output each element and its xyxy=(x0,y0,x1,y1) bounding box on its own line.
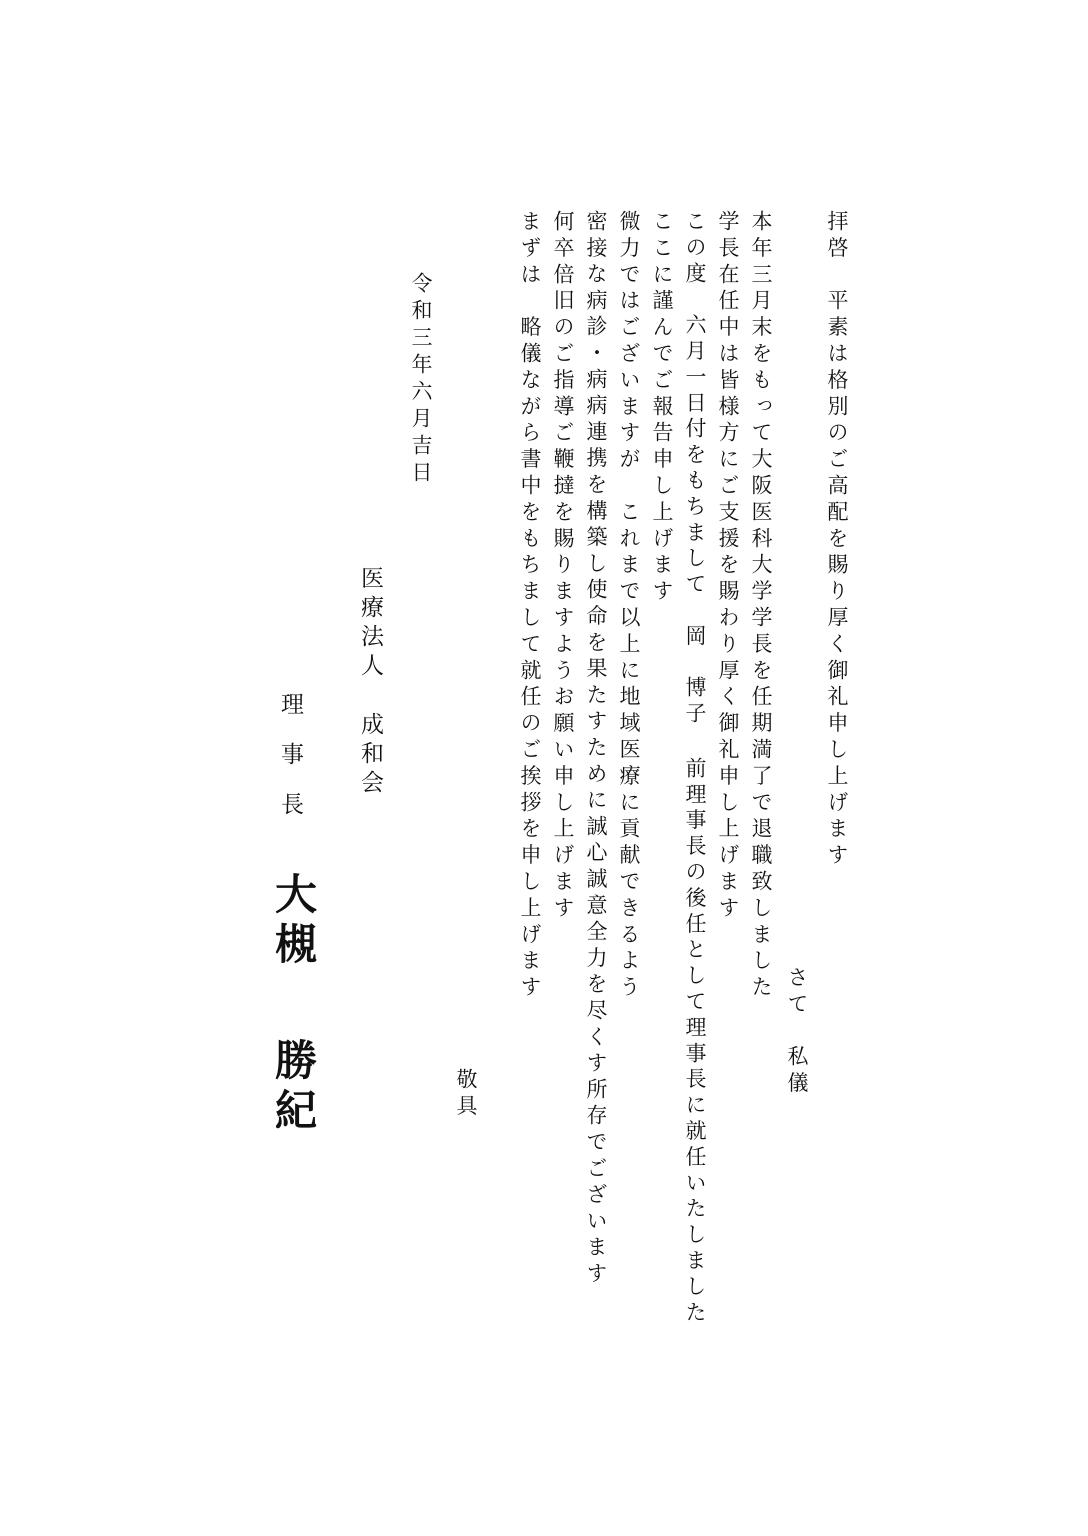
body-line-4: ここに謹んでご報告申し上げます xyxy=(650,210,674,606)
organization-type: 医療法人 xyxy=(357,566,383,682)
body-line-3: この度 六月一日付をもちまして 岡 博子 前理事長の後任として理事長に就任いたしました xyxy=(683,210,707,1327)
body-line-1: 本年三月末をもって大阪医科大学学長を任期満了で退職致しました xyxy=(749,210,773,1002)
body-line-6: 密接な病診・病病連携を構築し使命を果たすために誠心誠意全力を尽くす所存でございます xyxy=(584,210,608,1289)
organization-name: 成和会 xyxy=(357,712,383,799)
signer-title: 理 事 長 xyxy=(277,692,303,817)
intro-line: さて 私儀 xyxy=(785,966,809,1098)
signer-family-name: 大槻 xyxy=(269,872,318,972)
opening-line: 拝啓 平素は格別のご高配を賜り厚く御礼申し上げます xyxy=(825,210,849,870)
body-line-8: まずは 略儀ながら書中をもちまして就任のご挨拶を申し上げます xyxy=(518,210,542,1002)
body-line-2: 学長在任中は皆様方にご支援を賜わり厚く御礼申し上げます xyxy=(716,210,740,923)
signer-given-name: 勝紀 xyxy=(269,1038,318,1138)
body-line-5: 微力ではございますが これまで以上に地域医療に貢献できるよう xyxy=(617,210,641,1002)
letter-date: 令和三年六月吉日 xyxy=(409,272,433,488)
closing-keigu: 敬具 xyxy=(454,1068,478,1121)
body-line-7: 何卒倍旧のご指導ご鞭撻を賜りますようお願い申し上げます xyxy=(551,210,575,923)
